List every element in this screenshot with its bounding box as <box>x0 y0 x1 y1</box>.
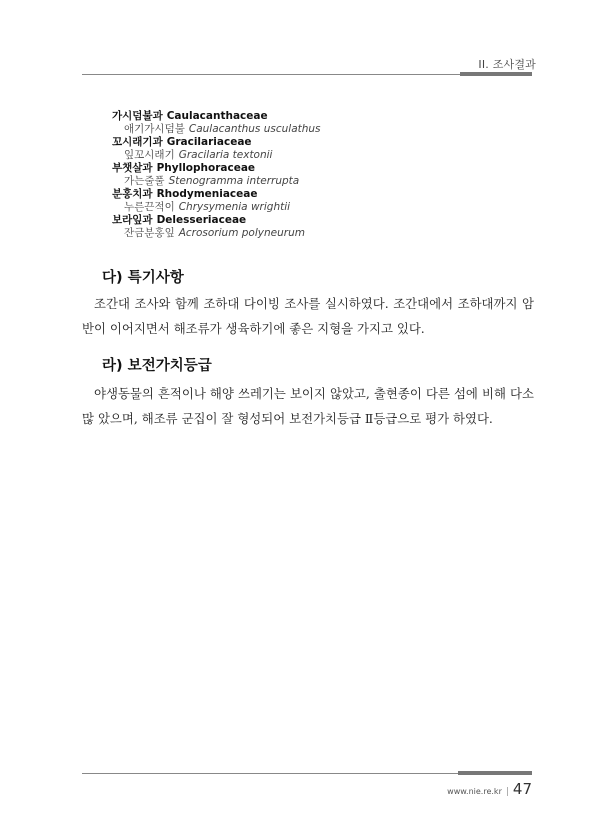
taxa-list <box>112 110 512 240</box>
paragraph-line: 야생동물의 흔적이나 해양 쓰레기는 보이지 않았고, 출현종이 다른 섬에 비해 다소 많 <box>82 386 534 426</box>
page-number: 47 <box>512 780 532 798</box>
header-accent-bar <box>460 72 532 76</box>
taxon-entry <box>112 110 512 136</box>
family-name <box>112 214 512 227</box>
species-scientific: Acrosorium polyneurum <box>178 227 305 239</box>
family-name <box>112 162 512 175</box>
family-scientific: Gracilariaceae <box>166 136 252 148</box>
footer-url: www.nie.re.kr <box>447 787 502 796</box>
paragraph-line: 이어지면서 해조류가 생육하기에 좋은 지형을 가지고 있다. <box>109 321 425 336</box>
species-korean: 가는줄풀 <box>124 175 165 187</box>
footer-accent-bar <box>458 771 532 775</box>
species-korean: 잔금분홍잎 <box>124 227 175 239</box>
section-label: II. 조사결과 <box>478 58 536 71</box>
species-scientific: Stenogramma interrupta <box>168 175 300 187</box>
species-name <box>112 123 512 136</box>
footer-separator: | <box>505 787 509 797</box>
species-scientific: Chrysymenia wrightii <box>178 201 291 213</box>
taxon-entry <box>112 136 512 162</box>
family-korean: 분홍치과 <box>112 188 153 200</box>
family-scientific: Phyllophoraceae <box>156 162 256 174</box>
species-korean: 누른끈적이 <box>124 201 175 213</box>
family-korean: 꼬시래기과 <box>112 136 163 148</box>
species-name <box>112 201 512 214</box>
page-footer <box>447 780 532 798</box>
taxon-entry <box>112 188 512 214</box>
family-name <box>112 110 512 123</box>
family-scientific: Caulacanthaceae <box>166 110 268 122</box>
paragraph-line: 조간대 조사와 함께 조하대 다이빙 조사를 실시하였다. 조간대에서 조하대까지 암반이 <box>82 296 534 336</box>
species-scientific: Gracilaria textonii <box>178 149 273 161</box>
conservation-paragraph <box>82 381 534 431</box>
species-scientific: Caulacanthus usculathus <box>188 123 321 135</box>
section-heading-notes: 다) 특기사항 <box>102 270 184 286</box>
family-korean: 부챗살과 <box>112 162 153 174</box>
family-scientific: Delesseriaceae <box>156 214 247 226</box>
taxon-entry <box>112 214 512 240</box>
family-name <box>112 136 512 149</box>
paragraph-line: 았으며, 해조류 군집이 잘 형성되어 보전가치등급 Ⅱ등급으로 평가 하였다. <box>97 411 493 426</box>
taxon-entry <box>112 162 512 188</box>
section-heading-conservation-grade: 라) 보전가치등급 <box>102 358 212 374</box>
notes-paragraph <box>82 291 534 341</box>
family-name <box>112 188 512 201</box>
species-name <box>112 175 512 188</box>
species-korean: 애기가시덤불 <box>124 123 185 135</box>
family-korean: 가시덤불과 <box>112 110 163 122</box>
family-scientific: Rhodymeniaceae <box>156 188 258 200</box>
species-korean: 잎꼬시래기 <box>124 149 175 161</box>
species-name <box>112 149 512 162</box>
family-korean: 보라잎과 <box>112 214 153 226</box>
species-name <box>112 227 512 240</box>
